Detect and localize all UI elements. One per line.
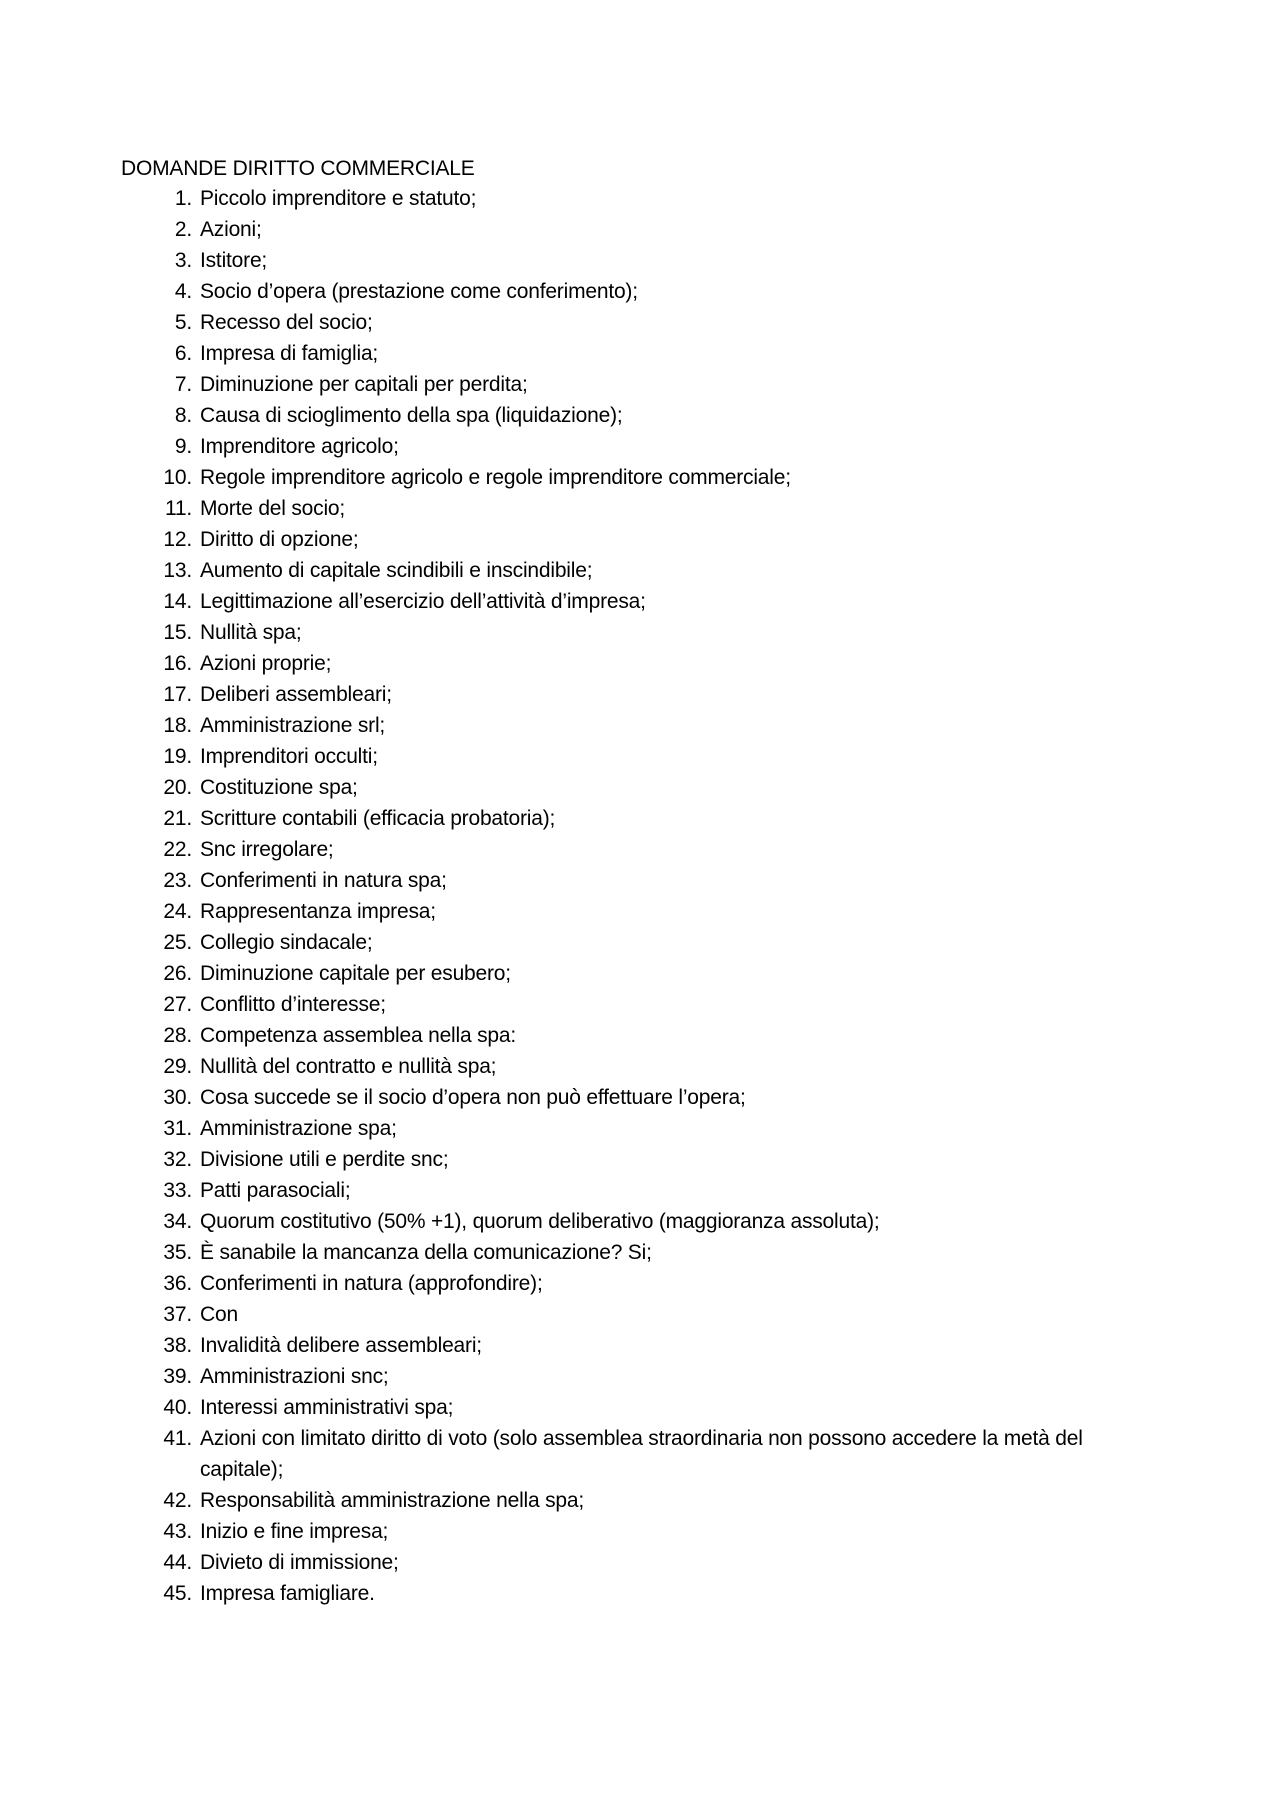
- list-item-number: 41.: [163, 1427, 192, 1450]
- list-item-number: 24.: [163, 900, 192, 923]
- list-item-number: 6.: [174, 342, 192, 365]
- list-item-text: Quorum costitutivo (50% +1), quorum deliberativo (maggioranza assoluta);: [200, 1210, 880, 1233]
- list-item: [0, 1392, 1280, 1423]
- list-item-text: Regole imprenditore agricolo e regole imprenditore commerciale;: [200, 466, 791, 489]
- list-item: [0, 1547, 1280, 1578]
- list-item-text: Impresa famigliare.: [200, 1582, 375, 1605]
- list-item-number: 5.: [174, 311, 192, 334]
- list-item-text: Aumento di capitale scindibili e inscindibile;: [200, 559, 593, 582]
- list-item-text: Socio d’opera (prestazione come conferimento);: [200, 280, 638, 303]
- list-item-number: 10.: [163, 466, 192, 489]
- list-item: [0, 555, 1280, 586]
- list-item: [0, 1268, 1280, 1299]
- list-item-number: 9.: [174, 435, 192, 458]
- list-item: [0, 741, 1280, 772]
- list-item-text: Competenza assemblea nella spa:: [200, 1024, 516, 1047]
- list-item: [0, 1330, 1280, 1361]
- list-item-text: Inizio e fine impresa;: [200, 1520, 389, 1543]
- list-item-text: Legittimazione all’esercizio dell’attività d’impresa;: [200, 590, 646, 613]
- list-item-text: Nullità spa;: [200, 621, 302, 644]
- list-item-text: Invalidità delibere assembleari;: [200, 1334, 482, 1357]
- list-item-text: Conferimenti in natura (approfondire);: [200, 1272, 543, 1295]
- list-item-text: Rappresentanza impresa;: [200, 900, 436, 923]
- list-item-text: Impresa di famiglia;: [200, 342, 379, 365]
- list-item: [0, 1485, 1280, 1516]
- list-item-text: Istitore;: [200, 249, 268, 272]
- list-item: [0, 617, 1280, 648]
- list-item-number: 37.: [163, 1303, 192, 1326]
- list-item: [0, 648, 1280, 679]
- list-item: [0, 400, 1280, 431]
- list-item: [0, 493, 1280, 524]
- list-item-number: 36.: [163, 1272, 192, 1295]
- list-item: [0, 710, 1280, 741]
- list-item: [0, 462, 1280, 493]
- list-item-number: 8.: [174, 404, 192, 427]
- list-item: [0, 772, 1280, 803]
- document-title: DOMANDE DIRITTO COMMERCIALE: [121, 157, 475, 180]
- list-item-text: Azioni con limitato diritto di voto (solo assemblea straordinaria non possono accedere la metà del capitale);: [200, 1427, 1083, 1481]
- list-item-number: 13.: [163, 559, 192, 582]
- list-item: [0, 1175, 1280, 1206]
- list-item: [0, 214, 1280, 245]
- list-item-text: Diritto di opzione;: [200, 528, 359, 551]
- list-item-text: Diminuzione capitale per esubero;: [200, 962, 511, 985]
- list-item-number: 12.: [163, 528, 192, 551]
- list-item-number: 39.: [163, 1365, 192, 1388]
- list-item-number: 25.: [163, 931, 192, 954]
- question-list: [0, 183, 1280, 1609]
- list-item-text: Imprenditore agricolo;: [200, 435, 399, 458]
- list-item: [0, 1082, 1280, 1113]
- list-item-number: 29.: [163, 1055, 192, 1078]
- list-item-number: 21.: [163, 807, 192, 830]
- list-item-text: Snc irregolare;: [200, 838, 334, 861]
- list-item-text: Morte del socio;: [200, 497, 346, 520]
- list-item-number: 23.: [163, 869, 192, 892]
- list-item-number: 15.: [163, 621, 192, 644]
- list-item: [0, 524, 1280, 555]
- list-item: [0, 989, 1280, 1020]
- list-item-text: Cosa succede se il socio d’opera non può effettuare l’opera;: [200, 1086, 746, 1109]
- list-item-text: Con: [200, 1303, 238, 1326]
- list-item-text: Piccolo imprenditore e statuto;: [200, 187, 477, 210]
- list-item-number: 40.: [163, 1396, 192, 1419]
- list-item-number: 44.: [163, 1551, 192, 1574]
- list-item-text: Divisione utili e perdite snc;: [200, 1148, 449, 1171]
- list-item-text: Recesso del socio;: [200, 311, 373, 334]
- list-item-number: 30.: [163, 1086, 192, 1109]
- list-item-number: 32.: [163, 1148, 192, 1171]
- list-item-text: Divieto di immissione;: [200, 1551, 399, 1574]
- list-item-text: Responsabilità amministrazione nella spa;: [200, 1489, 585, 1512]
- list-item: [0, 1516, 1280, 1547]
- list-item: [0, 1299, 1280, 1330]
- list-item-text: Diminuzione per capitali per perdita;: [200, 373, 528, 396]
- list-item: [0, 338, 1280, 369]
- list-item: [0, 245, 1280, 276]
- list-item-number: 14.: [163, 590, 192, 613]
- list-item-number: 27.: [163, 993, 192, 1016]
- list-item-number: 4.: [174, 280, 192, 303]
- list-item-number: 16.: [163, 652, 192, 675]
- list-item-number: 20.: [163, 776, 192, 799]
- list-item-number: 31.: [163, 1117, 192, 1140]
- list-item: [0, 679, 1280, 710]
- list-item-number: 17.: [163, 683, 192, 706]
- list-item-text: Amministrazione srl;: [200, 714, 386, 737]
- list-item-number: 18.: [163, 714, 192, 737]
- list-item-text: Imprenditori occulti;: [200, 745, 378, 768]
- list-item-text: Causa di scioglimento della spa (liquidazione);: [200, 404, 623, 427]
- list-item-text: Interessi amministrativi spa;: [200, 1396, 454, 1419]
- list-item-text: Collegio sindacale;: [200, 931, 373, 954]
- list-item: [0, 927, 1280, 958]
- list-item-number: 19.: [163, 745, 192, 768]
- list-item-number: 43.: [163, 1520, 192, 1543]
- list-item-text: Conflitto d’interesse;: [200, 993, 386, 1016]
- list-item: [0, 1051, 1280, 1082]
- list-item: [0, 307, 1280, 338]
- list-item: [0, 1144, 1280, 1175]
- list-item: [0, 183, 1280, 214]
- list-item-text: Azioni proprie;: [200, 652, 332, 675]
- list-item-number: 22.: [163, 838, 192, 861]
- list-item: [0, 586, 1280, 617]
- list-item-number: 42.: [163, 1489, 192, 1512]
- list-item: [0, 1361, 1280, 1392]
- list-item: [0, 834, 1280, 865]
- list-item-number: 7.: [174, 373, 192, 396]
- list-item-text: È sanabile la mancanza della comunicazione? Si;: [200, 1241, 652, 1264]
- list-item-number: 38.: [163, 1334, 192, 1357]
- list-item-number: 28.: [163, 1024, 192, 1047]
- list-item-text: Amministrazione spa;: [200, 1117, 397, 1140]
- list-item-number: 2.: [174, 218, 192, 241]
- list-item-text: Azioni;: [200, 218, 262, 241]
- list-item: [0, 958, 1280, 989]
- list-item: [0, 1423, 1280, 1485]
- list-item-number: 3.: [174, 249, 192, 272]
- list-item: [0, 1206, 1280, 1237]
- list-item: [0, 431, 1280, 462]
- list-item-number: 35.: [163, 1241, 192, 1264]
- list-item-text: Costituzione spa;: [200, 776, 358, 799]
- list-item-number: 1.: [174, 187, 192, 210]
- list-item: [0, 896, 1280, 927]
- list-item: [0, 803, 1280, 834]
- list-item-text: Amministrazioni snc;: [200, 1365, 389, 1388]
- list-item: [0, 1578, 1280, 1609]
- list-item-number: 33.: [163, 1179, 192, 1202]
- list-item-text: Nullità del contratto e nullità spa;: [200, 1055, 497, 1078]
- list-item: [0, 1237, 1280, 1268]
- list-item-text: Patti parasociali;: [200, 1179, 351, 1202]
- list-item: [0, 1020, 1280, 1051]
- list-item-number: 34.: [163, 1210, 192, 1233]
- list-item-number: 26.: [163, 962, 192, 985]
- list-item-text: Deliberi assembleari;: [200, 683, 392, 706]
- list-item-text: Scritture contabili (efficacia probatoria);: [200, 807, 556, 830]
- list-item-number: 11.: [164, 497, 192, 520]
- list-item: [0, 276, 1280, 307]
- list-item-text: Conferimenti in natura spa;: [200, 869, 447, 892]
- list-item: [0, 865, 1280, 896]
- list-item-number: 45.: [163, 1582, 192, 1605]
- list-item: [0, 369, 1280, 400]
- list-item: [0, 1113, 1280, 1144]
